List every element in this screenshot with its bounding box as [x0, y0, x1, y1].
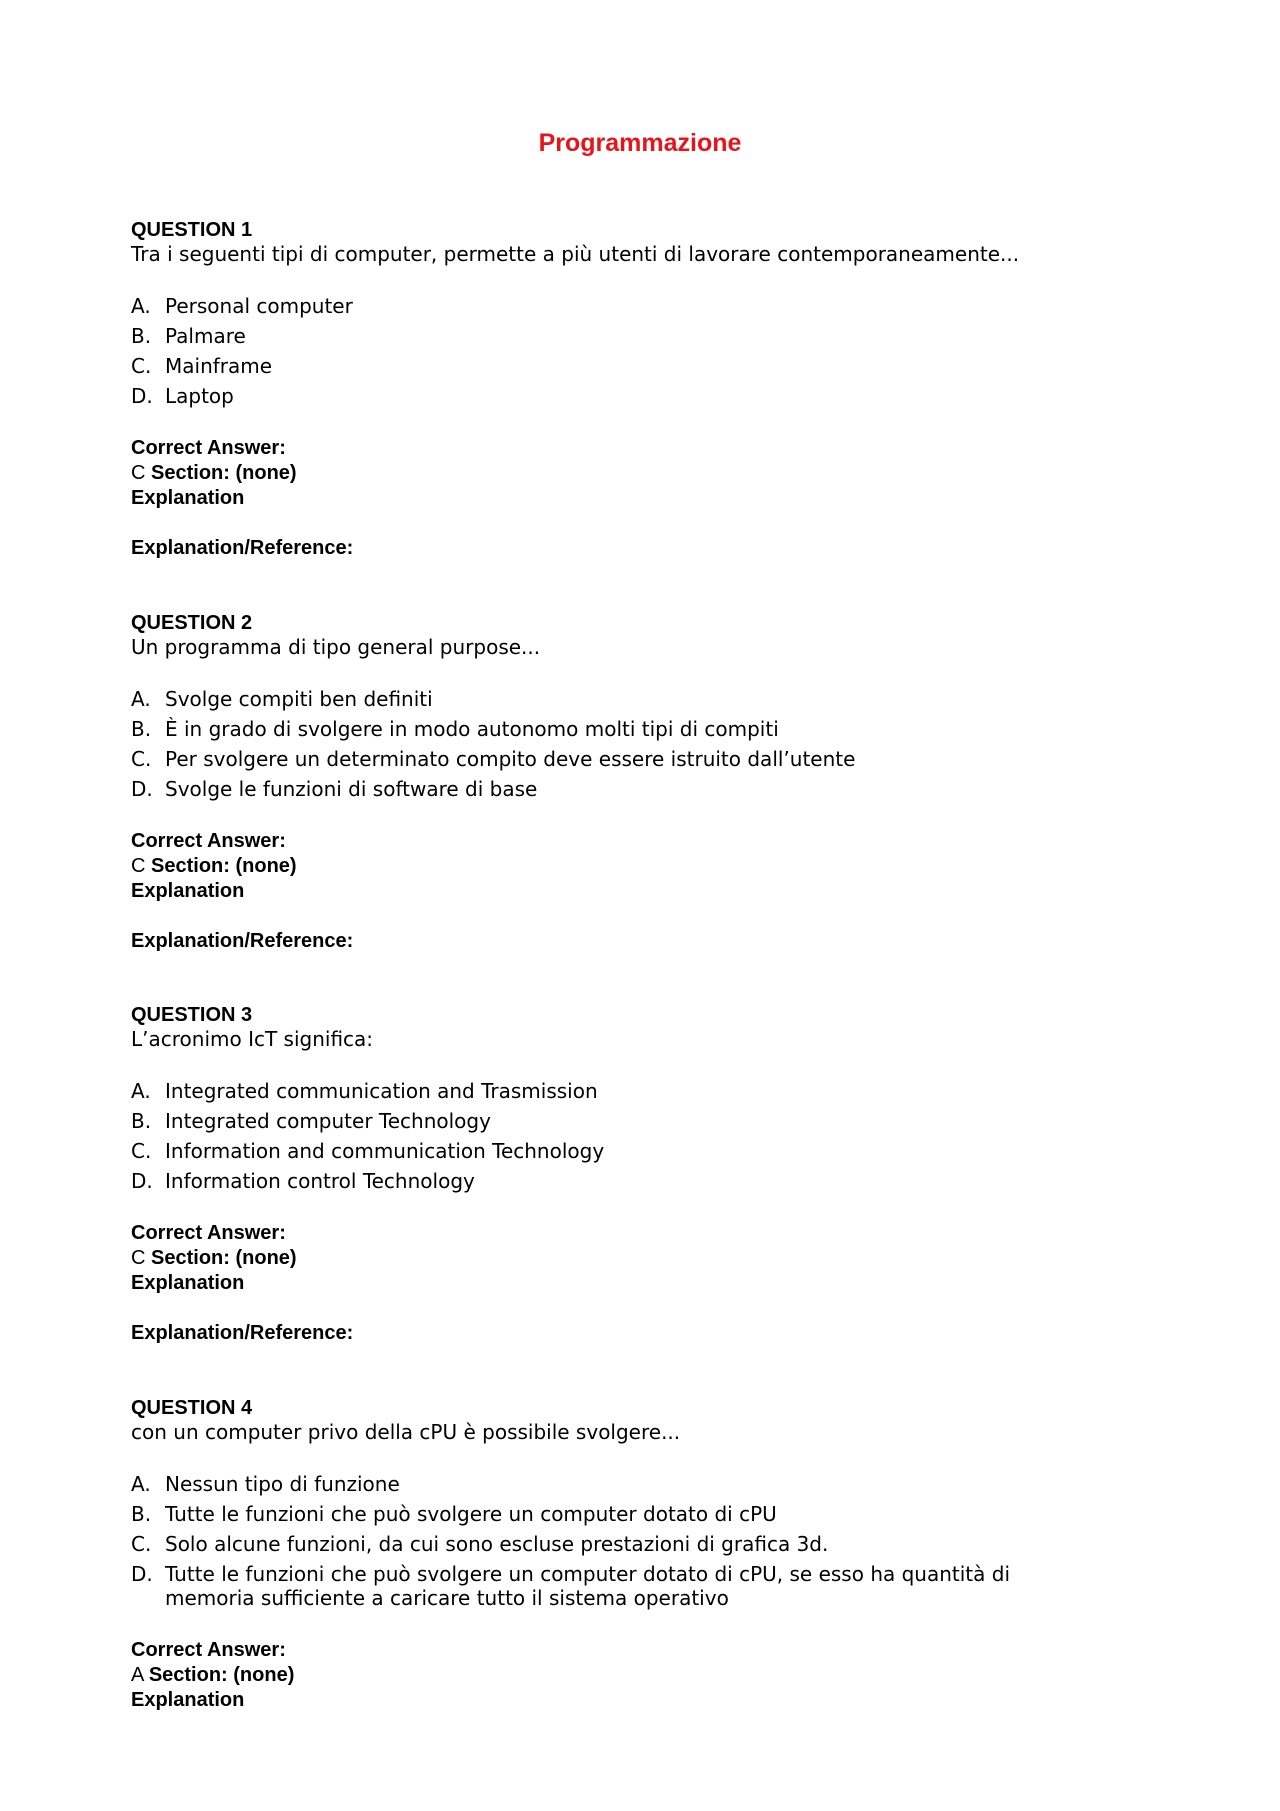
option-letter: D.	[131, 384, 153, 408]
question-header: QUESTION 4	[131, 1397, 253, 1419]
explanation-label: Explanation	[131, 1689, 245, 1711]
question-text: L’acronimo IcT significa:	[131, 1027, 374, 1051]
option-item	[131, 1079, 1105, 1103]
option-item	[131, 1109, 1105, 1133]
correct-answer-value: A	[131, 1664, 144, 1686]
question-block	[131, 218, 1131, 561]
section-label: Section: (none)	[148, 1664, 295, 1686]
option-text: Svolge le funzioni di software di base	[165, 777, 538, 801]
answer-line	[131, 1246, 1131, 1271]
option-letter: A.	[131, 1079, 151, 1103]
option-item	[131, 354, 1105, 378]
correct-answer-label: Correct Answer:	[131, 437, 286, 459]
option-item	[131, 1532, 1105, 1556]
question-header: QUESTION 3	[131, 1004, 253, 1026]
answer-block	[131, 436, 1131, 511]
option-text: Solo alcune funzioni, da cui sono escluse prestazioni di grafica 3d.	[165, 1532, 829, 1556]
question-header: QUESTION 2	[131, 612, 253, 634]
option-item	[131, 717, 1105, 741]
option-text: Integrated communication and Trasmission	[165, 1079, 598, 1103]
option-letter: C.	[131, 1532, 152, 1556]
option-letter: D.	[131, 1562, 153, 1586]
option-text: Per svolgere un determinato compito deve essere istruito dall’utente	[165, 747, 856, 771]
options-list	[131, 1079, 1131, 1193]
option-text: Tutte le funzioni che può svolgere un computer dotato di cPU, se esso ha quantità di memoria sufficiente a caricare tutto il sistema operativo	[165, 1562, 1011, 1610]
option-text: Nessun tipo di funzione	[165, 1472, 400, 1496]
option-letter: B.	[131, 324, 152, 348]
question-text: Un programma di tipo general purpose...	[131, 635, 541, 659]
correct-answer-value: C	[131, 855, 146, 877]
option-letter: D.	[131, 1169, 153, 1193]
option-text: Laptop	[165, 384, 234, 408]
explanation-reference-label: Explanation/Reference:	[131, 930, 354, 952]
option-letter: A.	[131, 1472, 151, 1496]
question-text: con un computer privo della cPU è possibile svolgere...	[131, 1420, 681, 1444]
option-item	[131, 1472, 1105, 1496]
option-letter: A.	[131, 687, 151, 711]
option-text: Svolge compiti ben definiti	[165, 687, 433, 711]
question-header: QUESTION 1	[131, 219, 253, 241]
option-letter: B.	[131, 1502, 152, 1526]
answer-block	[131, 829, 1131, 904]
option-letter: D.	[131, 777, 153, 801]
answer-block	[131, 1638, 1131, 1713]
correct-answer-label: Correct Answer:	[131, 1639, 286, 1661]
options-list	[131, 294, 1131, 408]
option-letter: A.	[131, 294, 151, 318]
options-list	[131, 687, 1131, 801]
correct-answer-value: C	[131, 1247, 146, 1269]
option-text: Information and communication Technology	[165, 1139, 605, 1163]
option-text: Palmare	[165, 324, 246, 348]
option-item	[131, 1169, 1105, 1193]
page-title: Programmazione	[538, 129, 742, 157]
section-label: Section: (none)	[151, 462, 297, 484]
option-item	[131, 294, 1105, 318]
question-block	[131, 1003, 1131, 1346]
option-item	[131, 1562, 1105, 1610]
question-block	[131, 1396, 1131, 1713]
options-list	[131, 1472, 1131, 1610]
option-letter: B.	[131, 717, 152, 741]
section-label: Section: (none)	[151, 1247, 297, 1269]
answer-line	[131, 1663, 1131, 1688]
explanation-label: Explanation	[131, 880, 245, 902]
option-letter: C.	[131, 354, 152, 378]
option-letter: B.	[131, 1109, 152, 1133]
question-block	[131, 611, 1131, 954]
option-letter: C.	[131, 1139, 152, 1163]
explanation-reference-label: Explanation/Reference:	[131, 537, 354, 559]
option-item	[131, 1139, 1105, 1163]
option-text: Information control Technology	[165, 1169, 475, 1193]
option-item	[131, 747, 1105, 771]
explanation-label: Explanation	[131, 1272, 245, 1294]
option-letter: C.	[131, 747, 152, 771]
answer-block	[131, 1221, 1131, 1296]
option-item	[131, 384, 1105, 408]
correct-answer-value: C	[131, 462, 146, 484]
correct-answer-label: Correct Answer:	[131, 830, 286, 852]
option-text: Mainframe	[165, 354, 273, 378]
option-text: È in grado di svolgere in modo autonomo molti tipi di compiti	[165, 717, 779, 741]
answer-line	[131, 461, 1131, 486]
option-item	[131, 777, 1105, 801]
question-text: Tra i seguenti tipi di computer, permette a più utenti di lavorare contemporaneamente...	[131, 242, 1020, 266]
option-item	[131, 324, 1105, 348]
option-text: Personal computer	[165, 294, 353, 318]
explanation-reference-label: Explanation/Reference:	[131, 1322, 354, 1344]
option-item	[131, 687, 1105, 711]
option-item	[131, 1502, 1105, 1526]
section-label: Section: (none)	[151, 855, 297, 877]
option-text: Integrated computer Technology	[165, 1109, 491, 1133]
correct-answer-label: Correct Answer:	[131, 1222, 286, 1244]
answer-line	[131, 854, 1131, 879]
explanation-label: Explanation	[131, 487, 245, 509]
option-text: Tutte le funzioni che può svolgere un computer dotato di cPU	[165, 1502, 777, 1526]
